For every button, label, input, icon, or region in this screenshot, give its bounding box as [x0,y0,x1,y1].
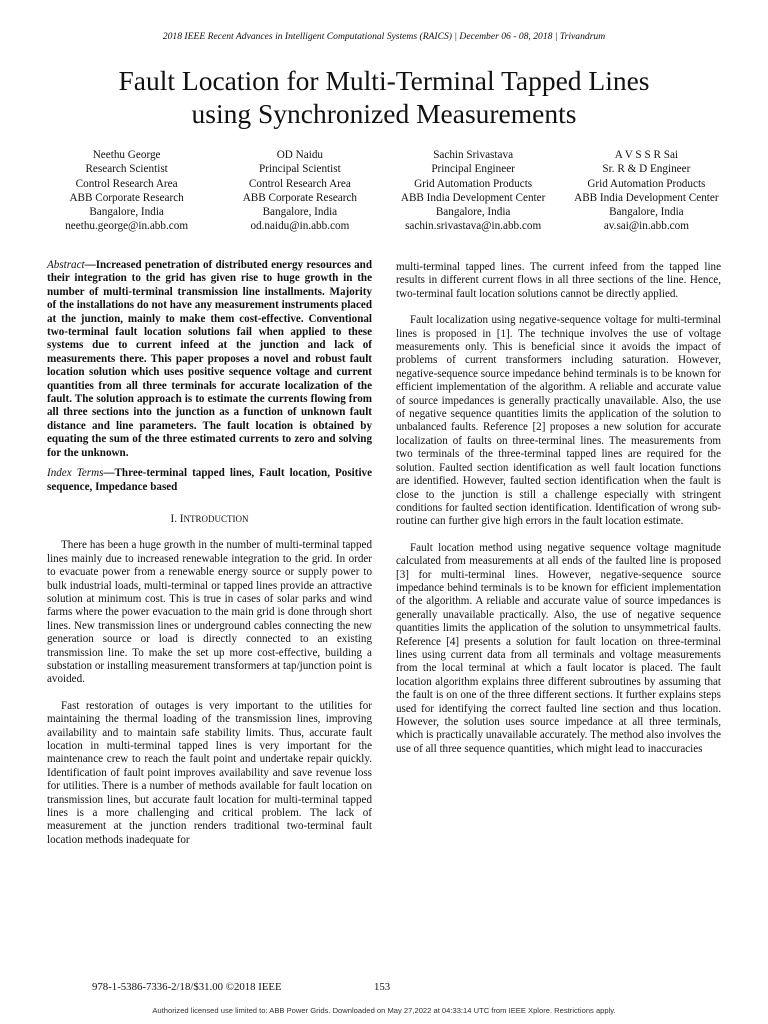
index-terms [47,467,372,494]
author-block [40,148,733,234]
author-email: av.sai@in.abb.com [603,220,689,233]
author-name: OD Naidu [276,149,324,161]
author-org: ABB India Development Center [400,191,546,204]
author-name: Neethu George [92,149,161,161]
author-role: Sr. R & D Engineer [602,163,691,176]
body-paragraph: Fault location method using negative sequence voltage magnitude calculated from measurements at all ends of the faulted line is proposed [3] for multi-terminal lines. However, negative-sequence source impedance behind terminals is to be known for efficient implementation of the algorithm. A reliable and accurate value of source impedances is generally unavailable practically. Also, the use of negative sequence quantities limits the application of the solution to unsymmetrical faults. Reference [4] presents a solution for fault location on three-terminal lines using current data from all terminals and voltage measurements from the local terminal at which a fault locator is placed. The fault location algorithm explains three different subroutines by assuming that the fault is on one of the three different sections. It further explains steps used for identifying the correct faulted line section and thus location. However, the solution uses source impedance at all three terminals, which is practically unavailable accurately. The method also involves the use of all three sequence quantities, which might lead to inaccuracies [396,541,721,755]
author-dept: Control Research Area [248,177,351,190]
author-dept: Grid Automation Products [414,177,533,190]
author-role: Research Scientist [85,163,168,176]
author-email: sachin.srivastava@in.abb.com [405,220,542,233]
body-paragraph: Fault localization using negative-sequence voltage for multi-terminal lines is proposed in [1]. The technique involves the use of voltage measurements only. This is beneficial since it avoids the impact of problems of current transformers including saturation. However, negative-sequence source impedance behind terminals is to be known for efficient implementation of the algorithm. A reliable and accurate value of source impedances is generally practically unavailable. Also, the use of negative sequence quantities limits the application of the solution to unbalanced faults. Reference [2] proposes a new solution for accurate localization of faults on three-terminal lines. The measurements from two terminals of the three-terminal tapped lines are required for the solution. Faulted section identification as well fault location functions are identified. However, faulted section identification when the fault is close to the junction is still a challenge especially with stringent conditions for faulted section identification. Identification of wrong sub-routine can further give high errors in the fault location estimate. [396,314,721,528]
author-place: Bangalore, India [609,206,684,219]
author-email: neethu.george@in.abb.com [65,220,189,233]
abstract [47,259,372,460]
author-role: Principal Engineer [431,163,515,176]
author-1 [40,148,213,234]
author-4 [560,148,733,234]
author-org: ABB India Development Center [574,191,719,204]
author-org: ABB Corporate Research [69,191,184,204]
author-dept: Control Research Area [75,177,178,190]
abstract-text: —Increased penetration of distributed energy resources and their integration to the grid has given rise to huge growth in the number of multi-terminal transmission line installments. Majority of the installations do not have any measurement instruments placed at the junction, mainly to make them cost-effective. Conventional two-terminal fault location solutions fail when applied to these systems due to current infeed at the junction and lack of measurements there. This paper proposes a novel and robust fault location solution which uses positive sequence voltage and current quantities from all three terminals for accurate localization of the fault. The solution approach is to estimate the currents flowing from all three sections into the junction as a function of unknown fault distance and line parameters. The fault location is obtained by equating the sum of the three estimated currents to zero and solving for the unknown. [47,259,372,459]
index-terms-text: —Three-terminal tapped lines, Fault location, Positive sequence, Impedance based [47,467,372,493]
page-number: 153 [374,981,391,993]
author-dept: Grid Automation Products [587,177,706,190]
author-place: Bangalore, India [262,206,338,219]
author-place: Bangalore, India [89,206,164,219]
author-name: Sachin Srivastava [433,149,514,161]
author-email: od.naidu@in.abb.com [250,220,350,233]
right-column [396,261,721,756]
author-3 [387,148,560,234]
author-name: A V S S R Sai [614,149,679,161]
conference-header: 2018 IEEE Recent Advances in Intelligent Computational Systems (RAICS) | December 06 - 08, 2018 | Trivandrum [162,31,606,42]
abstract-label: Abstract [47,259,85,271]
author-role: Principal Scientist [259,163,341,176]
author-org: ABB Corporate Research [242,191,358,204]
author-2 [213,148,386,234]
body-paragraph: Fast restoration of outages is very important to the utilities for maintaining the thermal loading of the transmission lines, improving availability and to maintain safe stability limits. Thus, accurate fault location in multi-terminal tapped lines is very important for the maintenance crew to reach the fault point and undertake repair quickly. Identification of fault point improves availability and save revenue loss for utilities. There is a number of methods available for fault location on transmission lines, but accurate fault location for multi-terminal tapped lines is a more challenging and critical problem. The lack of measurement at the junction renders traditional two-terminal fault location methods inadequate for [47,699,372,846]
index-terms-label: Index Terms [47,467,104,480]
author-place: Bangalore, India [435,206,511,219]
license-notice: Authorized licensed use limited to: ABB Power Grids. Downloaded on May 27,2022 at 04:33:14 UTC from IEEE Xplore. Restrictions apply. [152,1006,616,1015]
title-line-2: using Synchronized Measurements [191,98,577,129]
body-paragraph: There has been a huge growth in the number of multi-terminal tapped lines mainly due to increased renewable integration to the grid. In order to evacuate power from a renewable energy source or supply power to bulk industrial loads, multi-terminal or tapped lines provide an attractive solution at minimum cost. This is true in cases of solar parks and wind farms where the power evacuation to the main grid is done through short lines. New transmission lines or underground cables connecting the new generation source or load is directly connected to an existing transmission line. To make the set up more cost-effective, building a substation or installing measurement transformers at tap/junction point is avoided. [47,539,372,686]
left-column [47,259,372,847]
paper-title [40,64,728,130]
section-heading-introduction: I. INTRODUCTION [170,512,249,525]
body-paragraph: multi-terminal tapped lines. The current infeed from the tapped line results in different current flows in all three sections of the line. Hence, two-terminal fault location solutions cannot be directly applied. [396,261,721,300]
title-line-1: Fault Location for Multi-Terminal Tapped Lines [118,65,650,96]
footer-isbn: 978-1-5386-7336-2/18/$31.00 ©2018 IEEE [92,981,282,993]
